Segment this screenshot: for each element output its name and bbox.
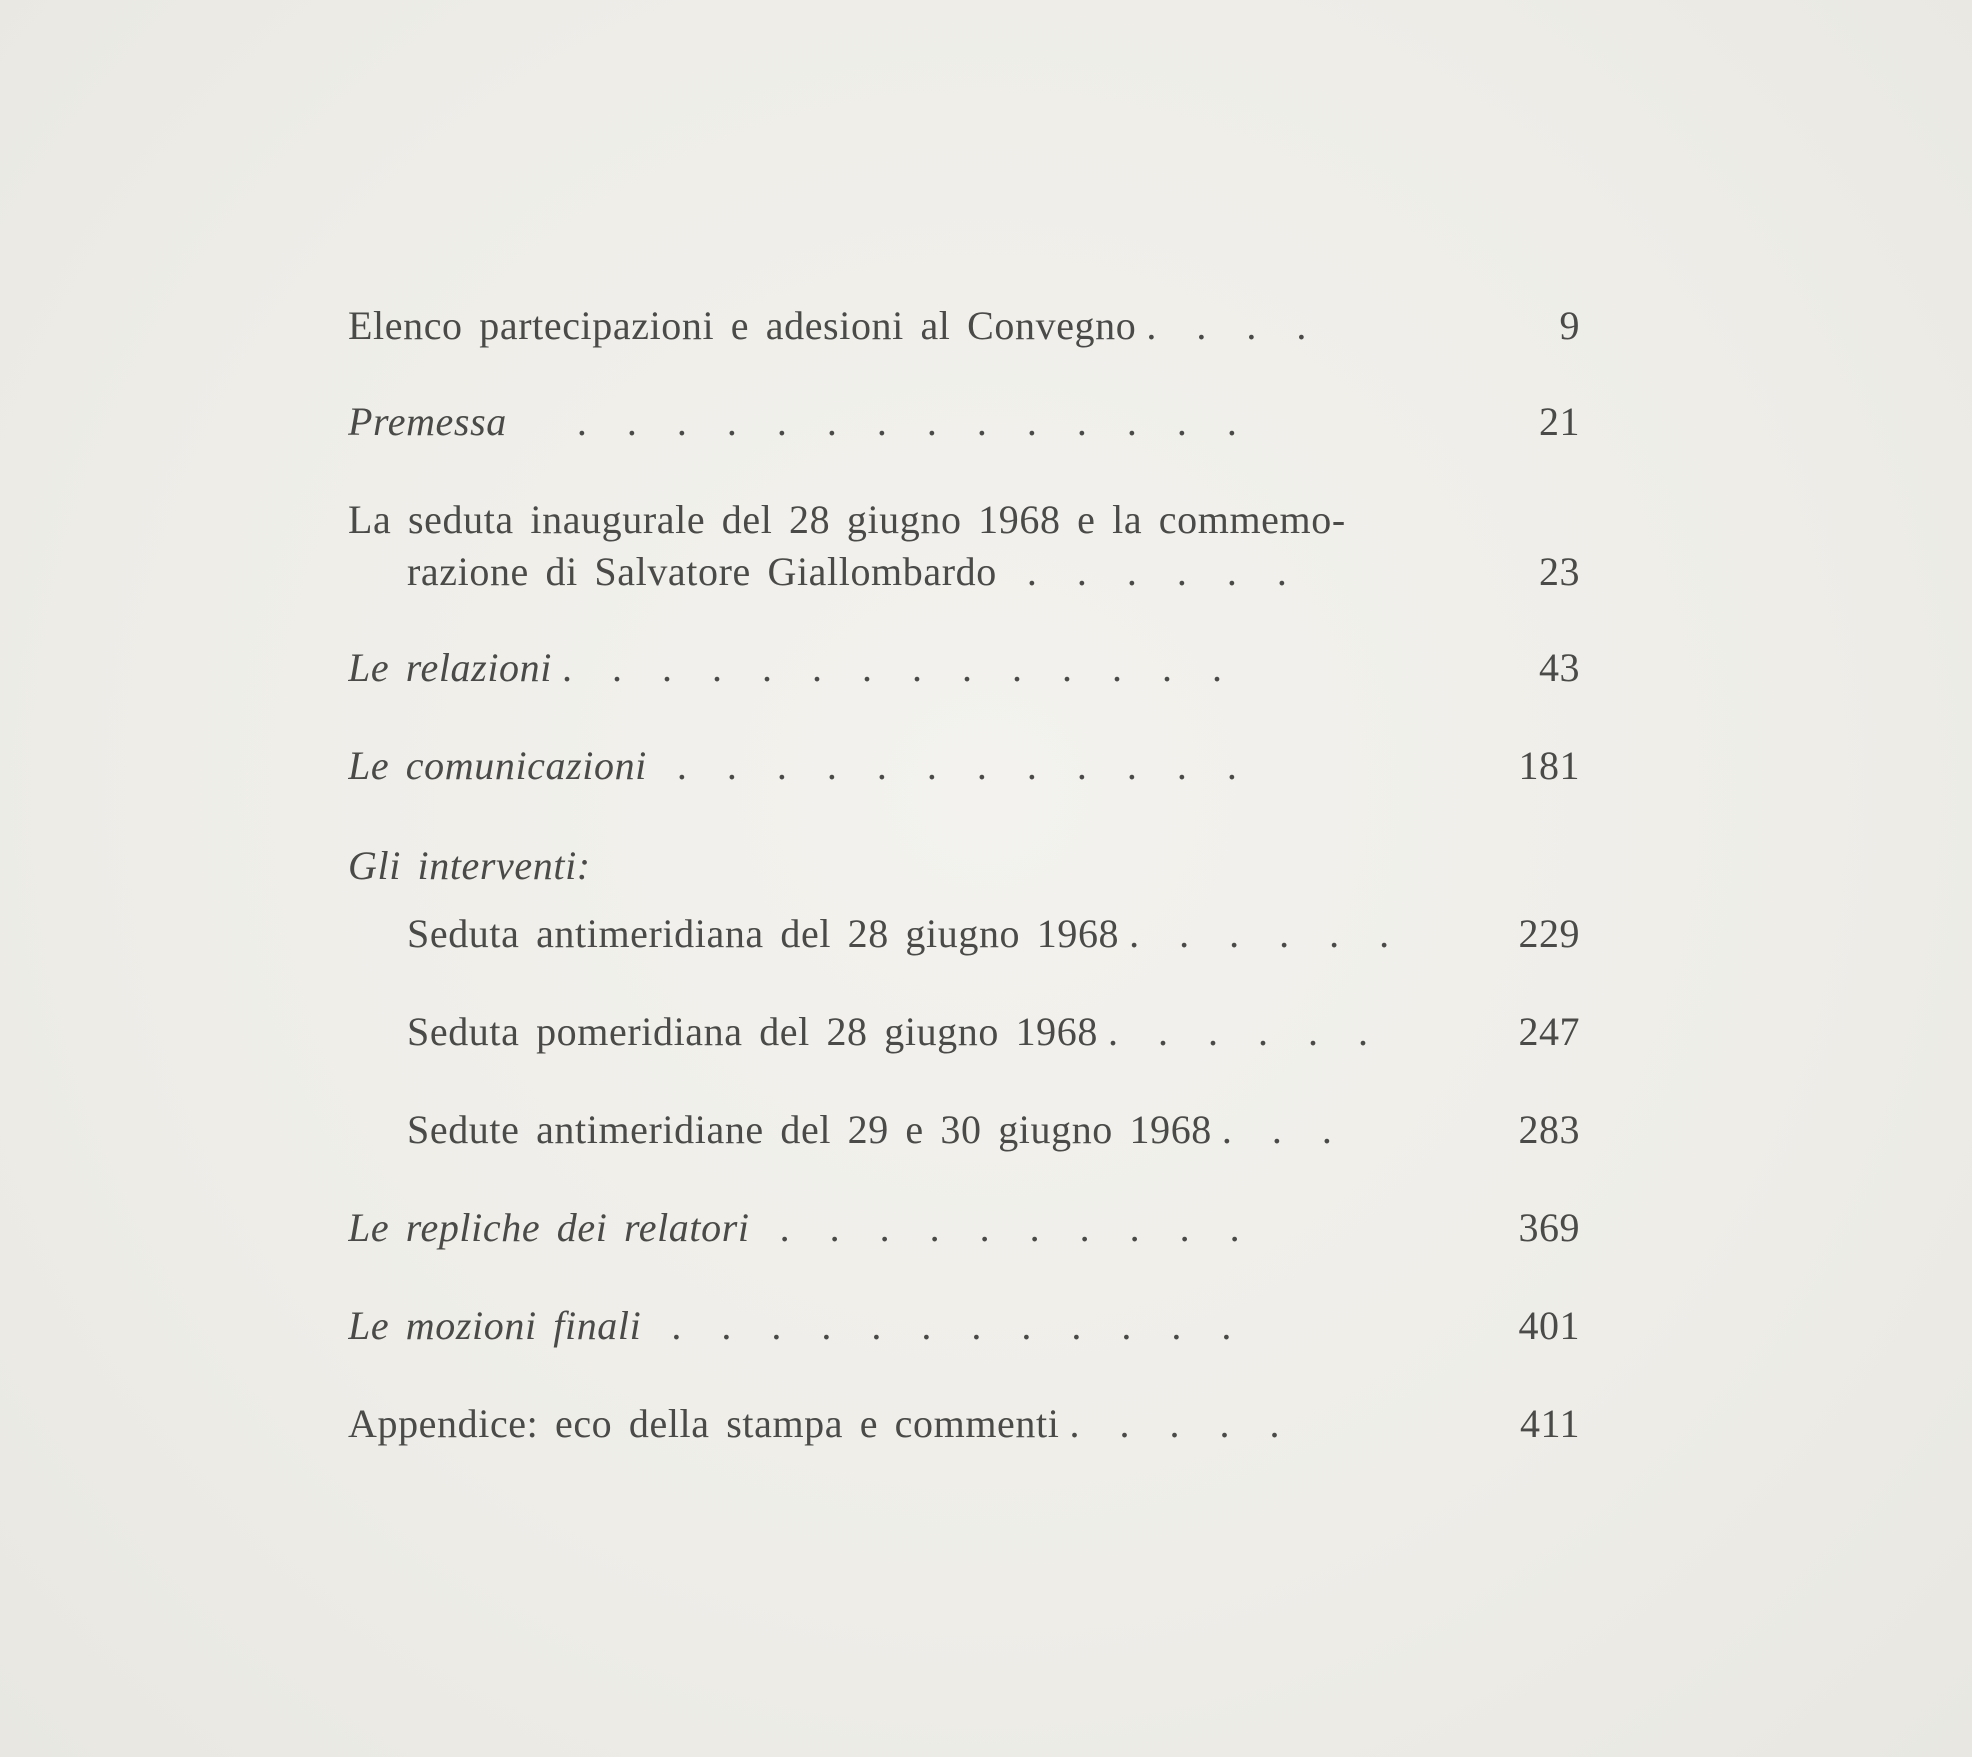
toc-entry-title: Seduta antimeridiana del 28 giugno 1968 [407,911,1120,956]
toc-page-number: 247 [1518,1009,1580,1054]
leader-dots: . . . . . . [1119,911,1390,956]
leader-dots: . . . . [1136,303,1307,348]
toc-entry-title: razione di Salvatore Giallombardo [407,549,997,594]
toc-page-number: 43 [1539,645,1580,690]
leader-dots: . . . . . . . . . . . . [641,1303,1232,1348]
toc-entry-elenco [348,302,1448,350]
toc-entry-seduta-inaugurale-line2 [407,548,1448,596]
toc-entry-interventi: Gli interventi: [348,843,591,888]
leader-dots: . . . [1211,1107,1332,1152]
toc-entry-title: Le repliche dei relatori [348,1205,750,1250]
toc-entry-title: Seduta pomeridiana del 28 giugno 1968 [407,1009,1098,1054]
toc-page-number: 411 [1519,1401,1580,1446]
toc-entry-relazioni [348,644,1448,692]
toc-entry-title: Sedute antimeridiane del 29 e 30 giugno 1968 [407,1107,1212,1152]
toc-page-number: 401 [1518,1303,1580,1348]
toc-page-number: 369 [1518,1205,1580,1250]
toc-entry-comunicazioni [348,742,1448,790]
toc-entry-appendice [348,1400,1448,1448]
toc-page-number: 229 [1518,911,1580,956]
toc-entry-seduta-pomeridiana [407,1008,1448,1056]
toc-page-number: 181 [1518,743,1580,788]
toc-entry-title: Le mozioni finali [348,1303,642,1348]
toc-entry-title: Appendice: eco della stampa e commenti [348,1401,1060,1446]
toc-entry-sedute-antimeridiane [407,1106,1448,1154]
toc-entry-premessa [348,398,1448,446]
toc-entry-mozioni [348,1302,1448,1350]
toc-entry-repliche [348,1204,1448,1252]
leader-dots: . . . . . [1059,1401,1280,1446]
toc-entry-title: Le comunicazioni [348,743,647,788]
leader-dots: . . . . . . . . . . . . . . [551,645,1222,690]
leader-dots: . . . . . . . . . . . . . . [506,399,1237,444]
toc-page-number: 283 [1518,1107,1580,1152]
toc-entry-title: Premessa [348,399,507,444]
toc-entry-seduta-inaugurale-line1: La seduta inaugurale del 28 giugno 1968 e la commemo- [348,497,1346,542]
leader-dots: . . . . . . . . . . [749,1205,1240,1250]
toc-entry-title: Elenco partecipazioni e adesioni al Convegno [348,303,1137,348]
toc-entry-seduta-antimeridiana [407,910,1448,958]
leader-dots: . . . . . . [996,549,1287,594]
toc-page-number: 9 [1559,303,1580,348]
toc-page-number: 21 [1539,399,1580,444]
toc-entry-title: Le relazioni [348,645,552,690]
toc-page-number: 23 [1539,549,1580,594]
leader-dots: . . . . . . . . . . . . [646,743,1237,788]
leader-dots: . . . . . . [1097,1009,1368,1054]
